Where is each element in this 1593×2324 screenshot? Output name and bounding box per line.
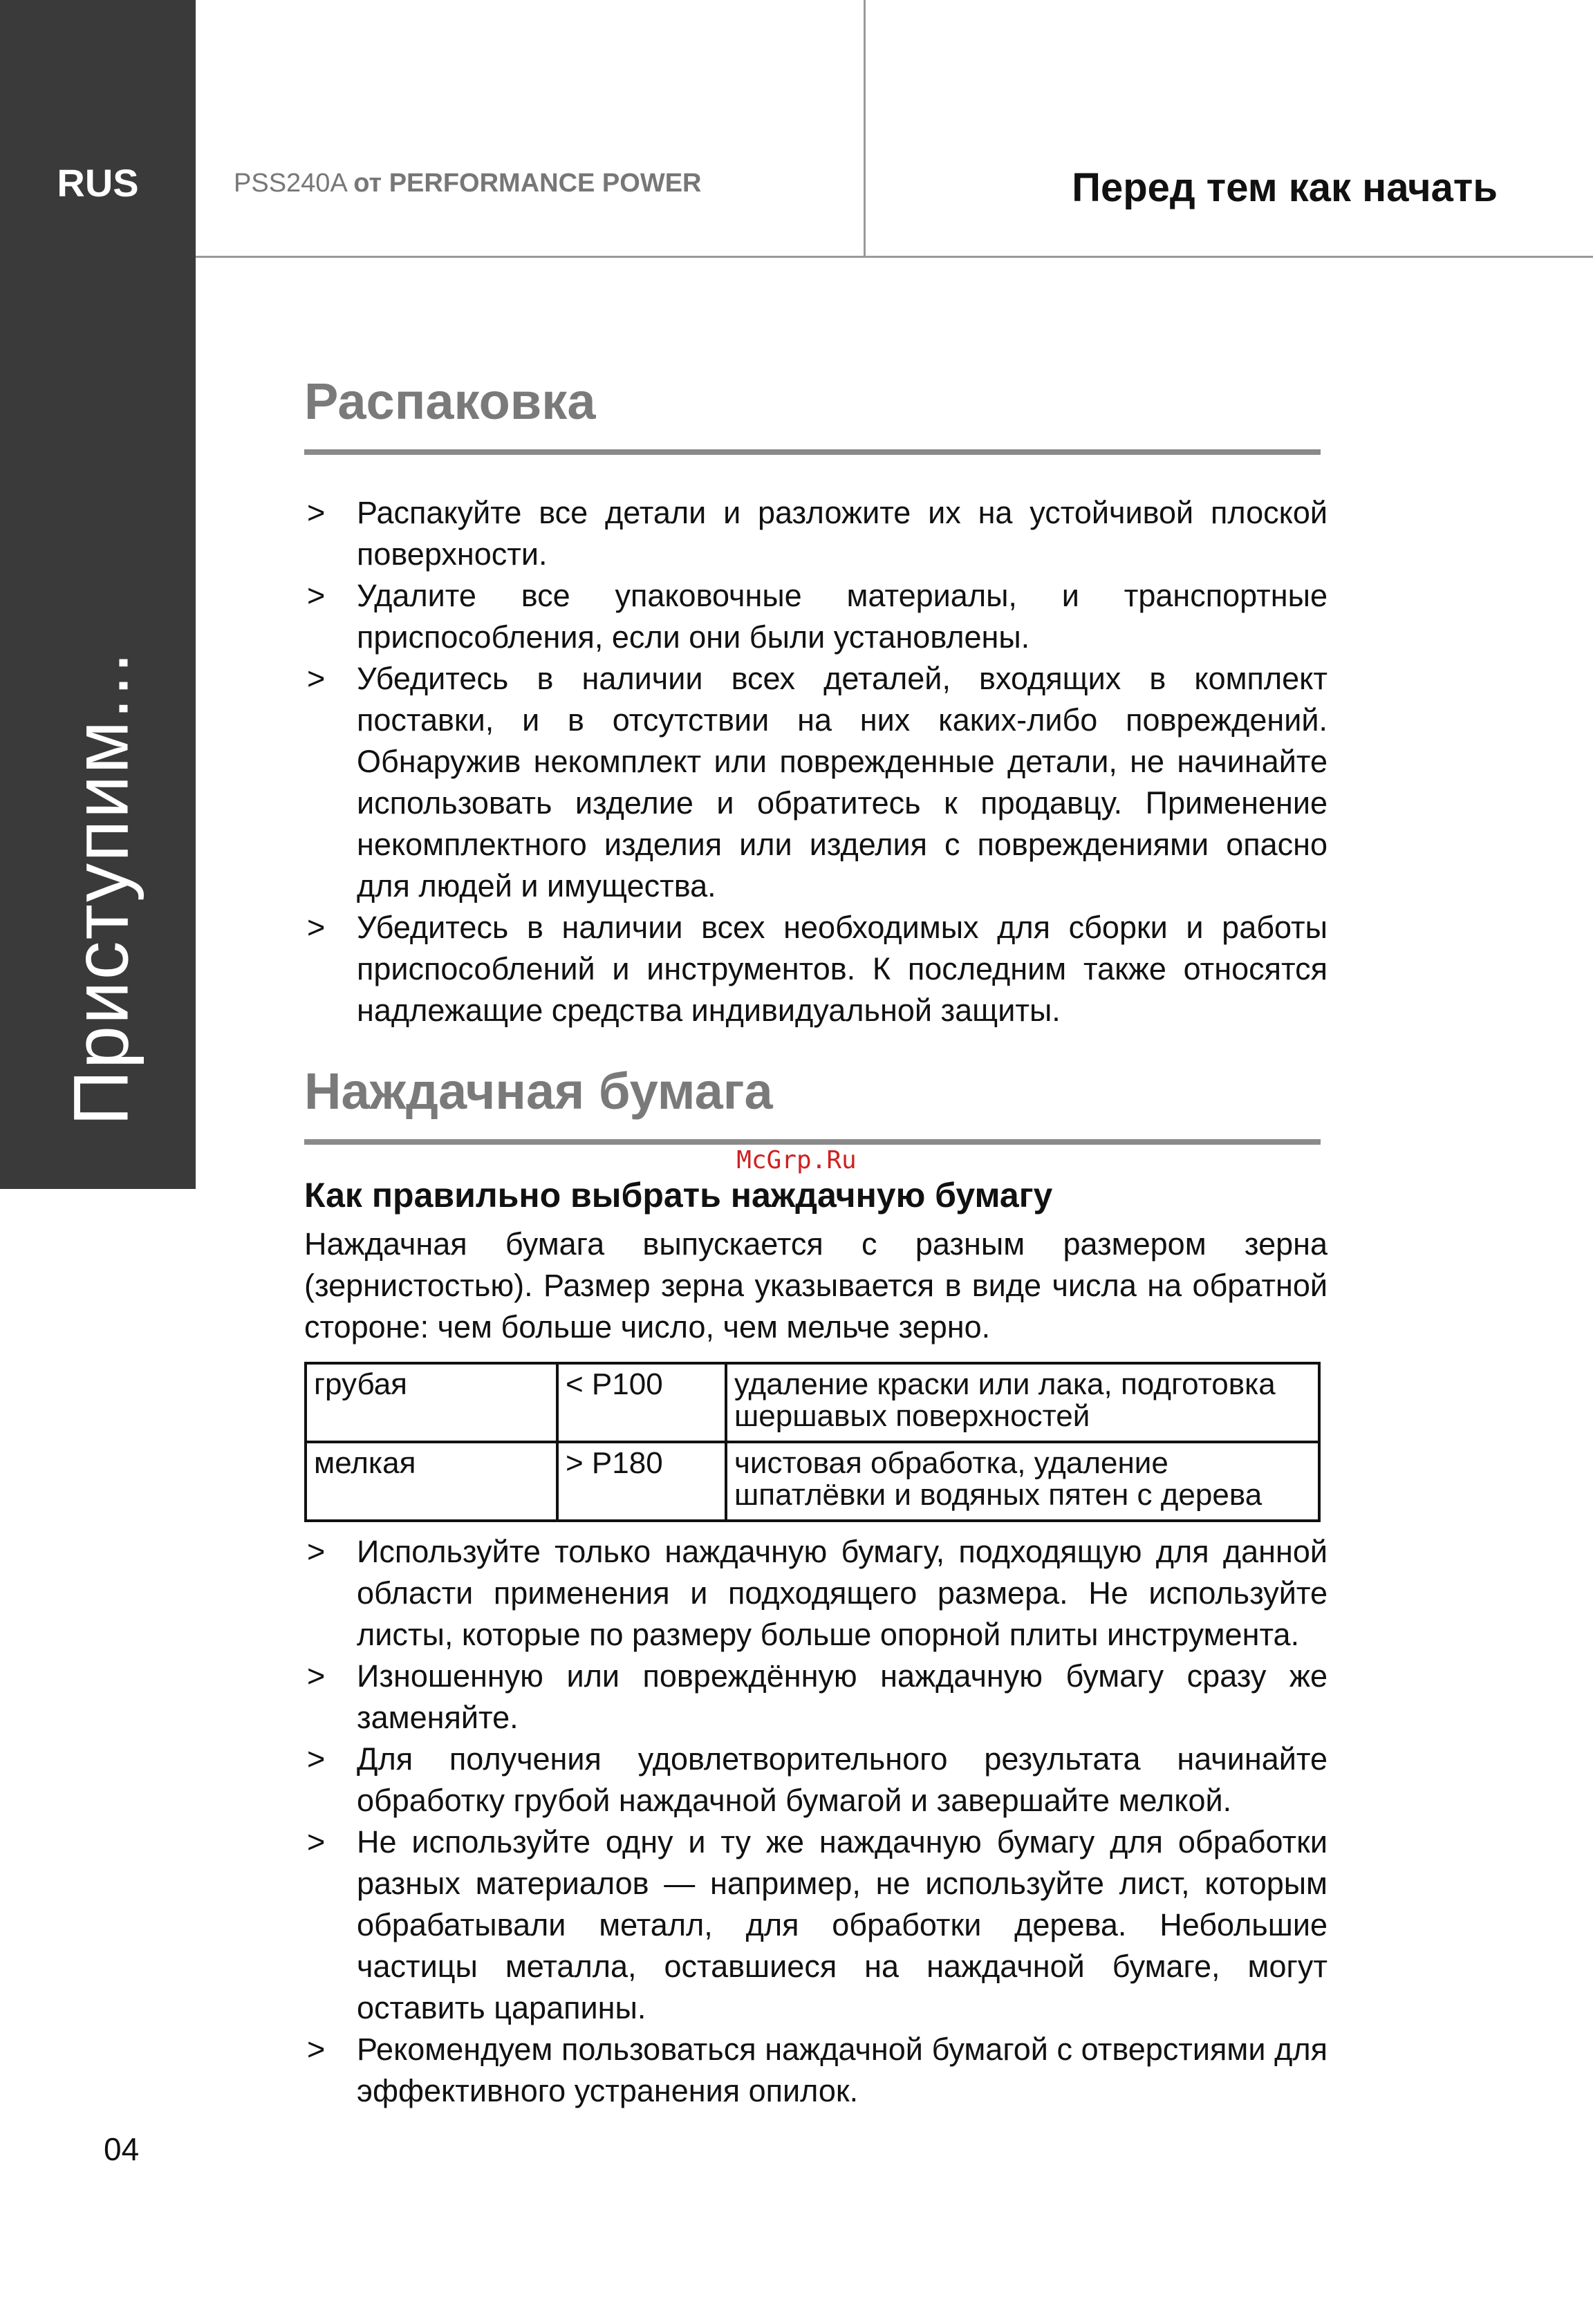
list-item: [304, 1656, 1328, 1739]
grit-table: [304, 1362, 1321, 1522]
bullet-marker: >: [307, 1824, 326, 1859]
list-item: [304, 658, 1328, 907]
list-item-text: Убедитесь в наличии всех деталей, входящих в комплект поставки, и в отсутствии на них каких-либо повреждений. Обнаружив некомплект или поврежденные детали, не начинайте использовать изделие и обратитесь к продавцу. Применение некомплектного изделия или изделия с повреждениями опасно для людей и имущества.: [357, 661, 1328, 903]
table-row: [306, 1442, 1319, 1521]
list-item: [304, 1821, 1328, 2029]
sandpaper-heading: Наждачная бумага: [304, 1062, 773, 1120]
page-number: 04: [104, 2131, 140, 2167]
bullet-marker: >: [307, 495, 326, 530]
list-item-text: Для получения удовлетворительного результата начинайте обработку грубой наждачной бумагой и завершайте мелкой.: [357, 1741, 1328, 1818]
bullet-marker: >: [307, 1741, 326, 1777]
section-vertical-title: Приступим...: [57, 650, 145, 1126]
unpacking-list: [304, 492, 1328, 1031]
sandpaper-subheading: Как правильно выбрать наждачную бумагу: [304, 1176, 1053, 1215]
list-item: [304, 575, 1328, 658]
page-title: Перед тем как начать: [1072, 165, 1498, 210]
language-label: RUS: [57, 161, 139, 205]
list-item-text: Используйте только наждачную бумагу, подходящую для данной области применения и подходящего размера. Не используйте листы, которые по размеру больше опорной плиты инструмента.: [357, 1534, 1328, 1652]
side-bar: [0, 0, 196, 1189]
bullet-marker: >: [307, 661, 326, 696]
list-item: [304, 492, 1328, 575]
bullet-marker: >: [307, 2032, 326, 2067]
list-item: [304, 907, 1328, 1031]
list-item-text: Убедитесь в наличии всех необходимых для сборки и работы приспособлений и инструментов. К последним также относятся надлежащие средства индивидуальной защиты.: [357, 910, 1328, 1028]
model-prefix: PSS240A: [234, 169, 346, 198]
list-item-text: Изношенную или повреждённую наждачную бумагу сразу же заменяйте.: [357, 1658, 1328, 1735]
bullet-marker: >: [307, 910, 326, 945]
model-brand: PERFORMANCE POWER: [389, 169, 702, 198]
unpacking-rule: [304, 449, 1321, 455]
grit-type-cell: грубая: [306, 1363, 557, 1442]
list-item: [304, 2029, 1328, 2112]
model-label: [234, 169, 702, 198]
table-row: [306, 1363, 1319, 1442]
list-item-text: Не используйте одну и ту же наждачную бумагу для обработки разных материалов — например, не используйте лист, которым обрабатывали металл, для обработки дерева. Небольшие частицы металла, оставшиеся на наждачной бумаге, могут оставить царапины.: [357, 1824, 1328, 2025]
grit-type-cell: мелкая: [306, 1442, 557, 1521]
sandpaper-rule: [304, 1139, 1321, 1145]
list-item-text: Распакуйте все детали и разложите их на устойчивой плоской поверхности.: [357, 495, 1328, 572]
grit-use-cell: чистовая обработка, удаление шпатлёвки и водяных пятен с дерева: [726, 1442, 1319, 1521]
grit-value-cell: < P100: [557, 1363, 726, 1442]
bullet-marker: >: [307, 578, 326, 613]
bullet-marker: >: [307, 1658, 326, 1694]
list-item-text: Рекомендуем пользоваться наждачной бумагой с отверстиями для эффективного устранения опилок.: [357, 2032, 1328, 2108]
list-item-text: Удалите все упаковочные материалы, и транспортные приспособления, если они были установлены.: [357, 578, 1328, 655]
sandpaper-list: [304, 1531, 1328, 2112]
header-divider-horizontal: [196, 256, 1593, 258]
grit-use-cell: удаление краски или лака, подготовка шершавых поверхностей: [726, 1363, 1319, 1442]
unpacking-heading: Распаковка: [304, 373, 596, 430]
list-item: [304, 1531, 1328, 1656]
sandpaper-intro: Наждачная бумага выпускается с разным размером зерна (зернистостью). Размер зерна указывается в виде числа на обратной стороне: чем больше число, чем мельче зерно.: [304, 1226, 1328, 1344]
model-mid: от: [353, 169, 382, 198]
header-divider-vertical: [864, 0, 866, 257]
list-item: [304, 1739, 1328, 1821]
watermark: McGrp.Ru: [736, 1146, 857, 1174]
bullet-marker: >: [307, 1534, 326, 1569]
grit-value-cell: > P180: [557, 1442, 726, 1521]
